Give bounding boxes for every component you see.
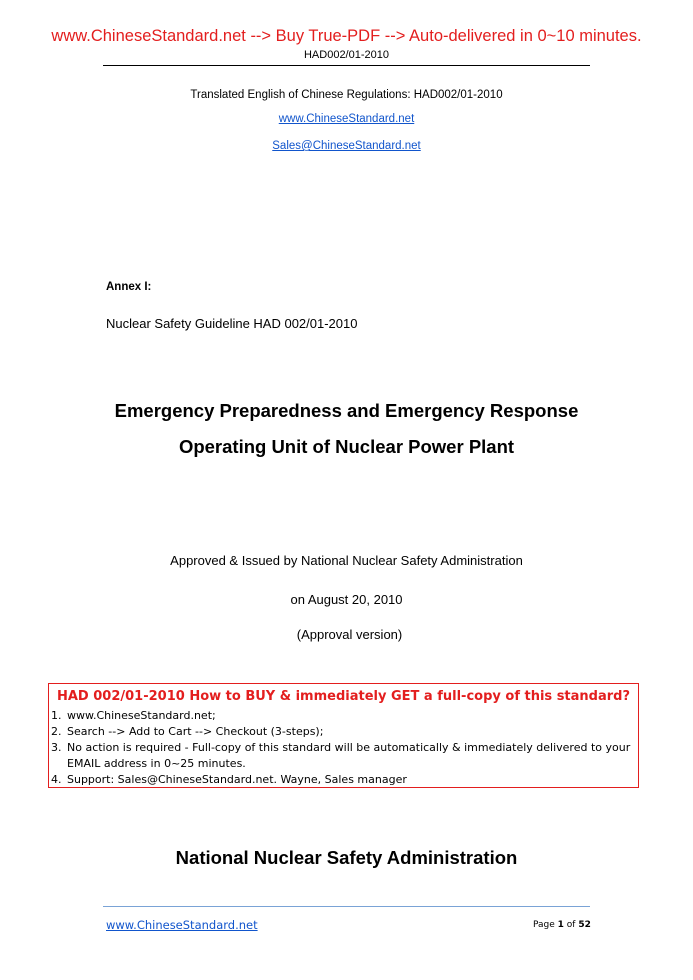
approval-date: on August 20, 2010 xyxy=(290,592,403,607)
purchase-step xyxy=(49,772,638,788)
page-current: 1 xyxy=(557,920,564,930)
purchase-info-box xyxy=(48,683,639,788)
website-link[interactable]: www.ChineseStandard.net xyxy=(278,113,415,125)
purchase-step xyxy=(49,708,638,724)
footer-website-link[interactable] xyxy=(106,918,258,932)
purchase-box-title: HAD 002/01-2010 How to BUY & immediately GET a full-copy of this standard? xyxy=(56,689,631,704)
page-number xyxy=(533,920,591,930)
purchase-step-number: 1. xyxy=(51,709,62,722)
footer-rule xyxy=(103,906,590,907)
purchase-step-text: www.ChineseStandard.net; xyxy=(67,709,216,722)
issuing-authority: National Nuclear Safety Administration xyxy=(175,847,518,868)
approval-issued-by: Approved & Issued by National Nuclear Safety Administration xyxy=(170,553,523,568)
top-banner: www.ChineseStandard.net --> Buy True-PDF --> Auto-delivered in 0~10 minutes. xyxy=(51,27,642,45)
page-prefix: Page xyxy=(533,920,558,930)
purchase-step xyxy=(49,740,638,772)
purchase-step-number: 2. xyxy=(51,725,62,738)
header-rule xyxy=(103,65,590,66)
purchase-step-text: Search --> Add to Cart --> Checkout (3-steps); xyxy=(67,725,324,738)
purchase-step-number: 4. xyxy=(51,773,62,786)
approval-version: (Approval version) xyxy=(296,627,403,642)
document-title-line-2: Operating Unit of Nuclear Power Plant xyxy=(178,436,515,457)
translated-line: Translated English of Chinese Regulations: HAD002/01-2010 xyxy=(190,89,503,101)
purchase-steps-list xyxy=(49,708,638,788)
page-of: of xyxy=(563,920,579,930)
website-line xyxy=(0,113,693,125)
purchase-step xyxy=(49,724,638,740)
header-doc-id: HAD002/01-2010 xyxy=(303,49,389,61)
purchase-step-text: Support: Sales@ChineseStandard.net. Wayne, Sales manager xyxy=(67,773,407,786)
guideline-title: Nuclear Safety Guideline HAD 002/01-2010 xyxy=(106,316,358,331)
footer-website-text[interactable]: www.ChineseStandard.net xyxy=(106,918,258,932)
email-link[interactable]: Sales@ChineseStandard.net xyxy=(272,140,421,152)
purchase-step-number: 3. xyxy=(51,741,62,754)
document-title-line-1: Emergency Preparedness and Emergency Response xyxy=(114,400,579,421)
annex-label: Annex I: xyxy=(106,281,152,293)
page-total: 52 xyxy=(578,920,591,930)
purchase-step-text: No action is required - Full-copy of this standard will be automatically & immediately delivered to your EMAIL address in 0~25 minutes. xyxy=(67,741,631,770)
email-line xyxy=(0,140,693,152)
